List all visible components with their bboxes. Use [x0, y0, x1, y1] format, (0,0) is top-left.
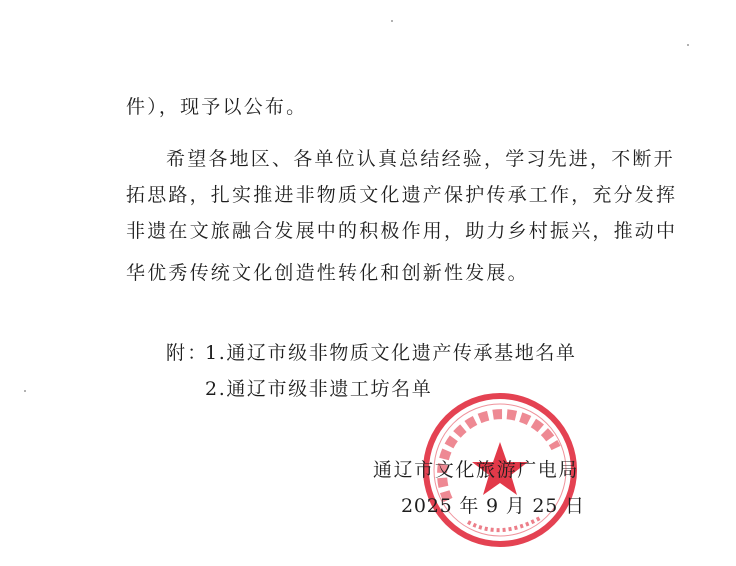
scan-speck: [687, 44, 689, 46]
issue-date: 2025 年 9 月 25 日: [401, 495, 585, 517]
attachment-item-2: 2.通辽市级非遗工坊名单: [205, 378, 433, 400]
attachment-item-1: 1.通辽市级非物质文化遗产传承基地名单: [205, 342, 577, 364]
attachment-label: 附：: [166, 342, 209, 364]
body-line-3: 拓思路，扎实推进非物质文化遗产保护传承工作，充分发挥: [126, 184, 678, 206]
body-line-4: 非遗在文旅融合发展中的积极作用，助力乡村振兴，推动中: [126, 220, 678, 242]
body-line-1: 件），现予以公布。: [126, 96, 308, 118]
scan-speck: [391, 20, 393, 22]
scan-speck: [24, 390, 26, 392]
issuer-name: 通辽市文化旅游广电局: [373, 459, 580, 481]
body-line-5: 华优秀传统文化创造性转化和创新性发展。: [126, 262, 529, 284]
body-line-2: 希望各地区、各单位认真总结经验，学习先进，不断开: [166, 148, 675, 170]
